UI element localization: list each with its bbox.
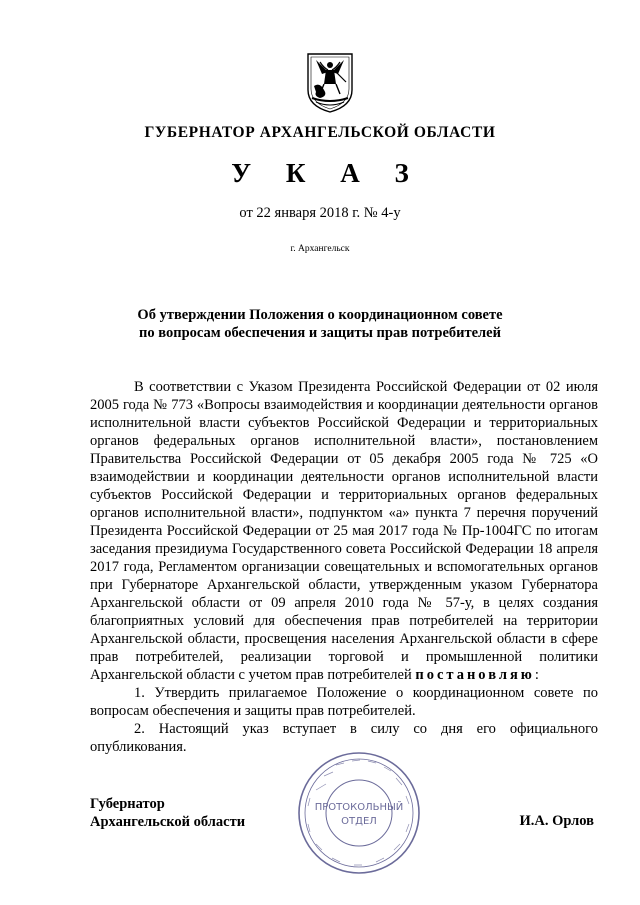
preamble-paragraph (90, 378, 598, 684)
preamble-text: В соответствии с Указом Президента Российской Федерации от 02 июля 2005 года № 773 «Вопросы взаимодействия и координации деятельности органов исполнительной власти субъектов Российской Федерации и территориальных органов федеральных органов исполнительной власти», постановлением Правительства Российской Федерации от 05 декабря 2005 года № 725 «О взаимодействии и координации деятельности органов исполнительной власти субъектов Российской Федерации и территориальных органов федеральных органов исполнительной власти», подпунктом «а» пункта 7 перечня поручений Президента Российской Федерации от 25 мая 2017 года № Пр-1004ГС по итогам заседания президиума Государственного совета Российской Федерации 18 апреля 2017 года, Регламентом организации совещательных и вспомогательных органов при Губернаторе Архангельской области, утвержденным указом Губернатора Архангельской области от 09 апреля 2010 года № 57-у, в целях создания благоприятных условий для обеспечения прав потребителей на территории Архангельской области, просвещения населения Архангельской области в сфере прав потребителей, реализации торговой и промышленной политики Архангельской области с учетом прав потребителей (90, 379, 598, 683)
stamp-text-line-1: ПРОТОКОЛЬНЫЙ (314, 802, 404, 813)
title-line-1: Об утверждении Положения о координационном совете (137, 307, 503, 323)
resolve-word: постановляю (415, 667, 535, 683)
document-type: У К А З (231, 158, 423, 188)
official-stamp-seal (296, 750, 422, 876)
document-body (90, 378, 598, 756)
item-1: 1. Утвердить прилагаемое Положение о координационном совете по вопросам обеспечения и защиты прав потребителей. (90, 685, 598, 719)
date-and-number: от 22 января 2018 г. № 4-у (239, 205, 401, 221)
resolve-colon: : (534, 667, 539, 683)
coat-of-arms-icon (306, 52, 354, 114)
signatory-position-line-1: Губернатор (90, 796, 165, 812)
signatory-name: И.А. Орлов (519, 813, 594, 829)
stamp-text-line-2: ОТДЕЛ (341, 816, 377, 827)
city: г. Архангельск (290, 244, 350, 254)
signatory-position-line-2: Архангельской области (90, 814, 246, 830)
item-2: 2. Настоящий указ вступает в силу со дня его официального опубликования. (90, 721, 598, 755)
title-line-2: по вопросам обеспечения и защиты прав потребителей (139, 325, 501, 341)
signatory-position (90, 795, 245, 831)
document-title (0, 306, 640, 342)
issuing-authority: ГУБЕРНАТОР АРХАНГЕЛЬСКОЙ ОБЛАСТИ (144, 124, 496, 141)
